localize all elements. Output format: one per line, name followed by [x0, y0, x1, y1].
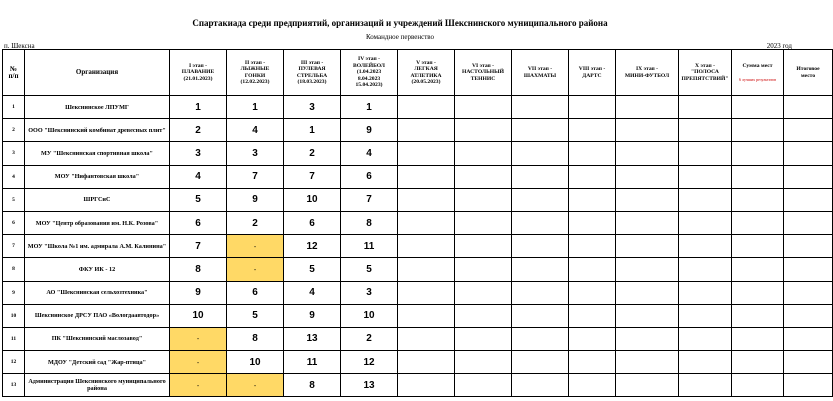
stage-3-place-cell[interactable]: 9 [284, 304, 341, 327]
final-place-cell[interactable] [784, 142, 833, 165]
sum-header-label: Сумма мест [742, 62, 773, 69]
stage-1-place-cell[interactable]: 5 [170, 188, 227, 211]
stage-6-place-cell[interactable] [455, 304, 512, 327]
table-row [3, 281, 833, 304]
final-place-cell[interactable] [784, 165, 833, 188]
stage-7-place-cell[interactable] [512, 351, 569, 374]
final-place-cell[interactable] [784, 96, 833, 119]
sum-cell[interactable] [732, 304, 784, 327]
row-number-cell[interactable]: 6 [3, 211, 25, 234]
stage-4-place-cell[interactable]: 10 [341, 304, 398, 327]
stage-7-place-cell[interactable] [512, 327, 569, 350]
stage-2-place-cell[interactable]: 9 [227, 188, 284, 211]
row-number-cell[interactable]: 4 [3, 165, 25, 188]
row-number-cell[interactable]: 13 [3, 374, 25, 397]
stage-3-place-cell[interactable]: 3 [284, 96, 341, 119]
stage-4-place-cell[interactable]: 6 [341, 165, 398, 188]
table-row [3, 258, 833, 281]
row-number-cell[interactable]: 8 [3, 258, 25, 281]
stage-2-place-cell[interactable]: 2 [227, 211, 284, 234]
col-header-organization: Организация [25, 50, 170, 96]
stage-6-place-cell[interactable] [455, 142, 512, 165]
final-place-cell[interactable] [784, 351, 833, 374]
stage-10-place-cell[interactable] [679, 96, 732, 119]
stage-3-place-cell[interactable]: 6 [284, 211, 341, 234]
stage-2-place-cell[interactable]: 7 [227, 165, 284, 188]
stage-8-place-cell[interactable] [569, 119, 616, 142]
stage-5-place-cell[interactable] [398, 96, 455, 119]
results-table-body [3, 96, 833, 397]
stage-9-place-cell[interactable] [616, 327, 679, 350]
stage-8-place-cell[interactable] [569, 327, 616, 350]
stage-6-place-cell[interactable] [455, 327, 512, 350]
stage-1-place-cell[interactable] [170, 374, 227, 397]
organization-cell[interactable]: Шекснинское ЛПУМГ [25, 96, 170, 119]
stage-6-place-cell[interactable] [455, 119, 512, 142]
stage-4-place-cell[interactable]: 9 [341, 119, 398, 142]
organization-cell[interactable]: ШРГСиС [25, 188, 170, 211]
organization-cell[interactable]: ПК "Шекснинский маслозавод" [25, 327, 170, 350]
stage-9-place-cell[interactable] [616, 304, 679, 327]
sum-cell[interactable] [732, 327, 784, 350]
final-place-cell[interactable] [784, 235, 833, 258]
year-label: 2023 год [766, 42, 792, 50]
stage-2-place-cell[interactable]: 1 [227, 96, 284, 119]
stage-3-place-cell[interactable]: 13 [284, 327, 341, 350]
stage-9-place-cell[interactable] [616, 211, 679, 234]
table-row [3, 96, 833, 119]
stage-10-place-cell[interactable] [679, 165, 732, 188]
stage-3-place-cell[interactable]: 2 [284, 142, 341, 165]
col-header-stage-9: IX этап - МИНИ-ФУТБОЛ [616, 50, 679, 96]
organization-cell[interactable]: МДОУ "Детский сад "Жар-птица" [25, 351, 170, 374]
stage-4-place-cell[interactable]: 8 [341, 211, 398, 234]
stage-1-place-cell[interactable] [170, 327, 227, 350]
organization-cell[interactable]: МОУ "Нифантовская школа" [25, 165, 170, 188]
col-header-stage-3: III этап - ПУЛЕВАЯ СТРЕЛЬБА (18.03.2023) [284, 50, 341, 96]
stage-7-place-cell[interactable] [512, 142, 569, 165]
stage-9-place-cell[interactable] [616, 188, 679, 211]
organization-cell[interactable]: МОУ "Школа №1 им. адмирала А.М. Калинина" [25, 235, 170, 258]
col-header-num: № п/п [3, 50, 25, 96]
missing-result-mark: - [196, 336, 200, 344]
stage-6-place-cell[interactable] [455, 374, 512, 397]
sum-cell[interactable] [732, 119, 784, 142]
table-row [3, 235, 833, 258]
stage-9-place-cell[interactable] [616, 165, 679, 188]
row-number-cell[interactable]: 1 [3, 96, 25, 119]
stage-8-place-cell[interactable] [569, 374, 616, 397]
stage-3-place-cell[interactable]: 4 [284, 281, 341, 304]
stage-9-place-cell[interactable] [616, 235, 679, 258]
stage-2-place-cell[interactable]: 8 [227, 327, 284, 350]
stage-5-place-cell[interactable] [398, 351, 455, 374]
stage-8-place-cell[interactable] [569, 165, 616, 188]
final-place-cell[interactable] [784, 119, 833, 142]
stage-8-place-cell[interactable] [569, 188, 616, 211]
stage-10-place-cell[interactable] [679, 211, 732, 234]
stage-4-place-cell[interactable]: 3 [341, 281, 398, 304]
col-header-stage-2: II этап - ЛЫЖНЫЕ ГОНКИ (12.02.2023) [227, 50, 284, 96]
stage-10-place-cell[interactable] [679, 258, 732, 281]
final-place-cell[interactable] [784, 374, 833, 397]
sum-cell[interactable] [732, 374, 784, 397]
stage-7-place-cell[interactable] [512, 304, 569, 327]
place-label: п. Шексна [4, 42, 35, 50]
stage-7-place-cell[interactable] [512, 211, 569, 234]
header-row [3, 50, 833, 96]
sum-cell[interactable] [732, 96, 784, 119]
stage-6-place-cell[interactable] [455, 165, 512, 188]
stage-5-place-cell[interactable] [398, 258, 455, 281]
stage-8-place-cell[interactable] [569, 281, 616, 304]
stage-9-place-cell[interactable] [616, 374, 679, 397]
stage-5-place-cell[interactable] [398, 119, 455, 142]
organization-cell[interactable]: МОУ "Центр образования им. Н.К. Розова" [25, 211, 170, 234]
organization-cell[interactable]: Шекснинское ДРСУ ПАО «Вологдаавтодор» [25, 304, 170, 327]
stage-5-place-cell[interactable] [398, 188, 455, 211]
stage-3-place-cell[interactable]: 12 [284, 235, 341, 258]
final-place-cell[interactable] [784, 258, 833, 281]
sum-cell[interactable] [732, 258, 784, 281]
final-place-cell[interactable] [784, 327, 833, 350]
row-number-cell[interactable]: 11 [3, 327, 25, 350]
stage-2-place-cell[interactable]: 3 [227, 142, 284, 165]
col-header-stage-10: X этап - "ПОЛОСА ПРЕПЯТСТВИЙ" [679, 50, 732, 96]
stage-8-place-cell[interactable] [569, 304, 616, 327]
stage-3-place-cell[interactable]: 11 [284, 351, 341, 374]
final-place-cell[interactable] [784, 188, 833, 211]
stage-10-place-cell[interactable] [679, 327, 732, 350]
table-row [3, 165, 833, 188]
stage-10-place-cell[interactable] [679, 351, 732, 374]
stage-1-place-cell[interactable]: 6 [170, 211, 227, 234]
final-place-cell[interactable] [784, 211, 833, 234]
stage-2-place-cell[interactable] [227, 374, 284, 397]
organization-cell[interactable]: Администрация Шекснинского муниципального района [25, 374, 170, 397]
document-title: Спартакиада среди предприятий, организаций и учреждений Шекснинского муниципального района [192, 18, 608, 28]
table-row [3, 211, 833, 234]
stage-7-place-cell[interactable] [512, 258, 569, 281]
stage-6-place-cell[interactable] [455, 351, 512, 374]
stage-1-place-cell[interactable]: 7 [170, 235, 227, 258]
stage-2-place-cell[interactable]: 5 [227, 304, 284, 327]
table-row [3, 351, 833, 374]
stage-1-place-cell[interactable] [170, 351, 227, 374]
col-header-final-place: Итоговое место [784, 50, 833, 96]
stage-4-place-cell[interactable]: 7 [341, 188, 398, 211]
stage-6-place-cell[interactable] [455, 96, 512, 119]
final-place-cell[interactable] [784, 281, 833, 304]
col-header-stage-7: VII этап - ШАХМАТЫ [512, 50, 569, 96]
stage-5-place-cell[interactable] [398, 327, 455, 350]
stage-5-place-cell[interactable] [398, 235, 455, 258]
col-header-stage-5: V этап - ЛЕГКАЯ АТЛЕТИКА (20.05.2023) [398, 50, 455, 96]
organization-cell[interactable]: ООО "Шекснинский комбинат древесных плит" [25, 119, 170, 142]
organization-cell[interactable]: АО "Шекснинская сельхозтехника" [25, 281, 170, 304]
stage-2-place-cell[interactable]: 10 [227, 351, 284, 374]
stage-5-place-cell[interactable] [398, 211, 455, 234]
stage-8-place-cell[interactable] [569, 235, 616, 258]
stage-7-place-cell[interactable] [512, 188, 569, 211]
stage-1-place-cell[interactable]: 3 [170, 142, 227, 165]
row-number-cell[interactable]: 10 [3, 304, 25, 327]
missing-result-mark: - [253, 266, 257, 274]
row-number-cell[interactable]: 2 [3, 119, 25, 142]
missing-result-mark: - [196, 359, 200, 367]
organization-cell[interactable]: МУ "Шекснинская спортивная школа" [25, 142, 170, 165]
stage-3-place-cell[interactable]: 8 [284, 374, 341, 397]
stage-5-place-cell[interactable] [398, 142, 455, 165]
stage-10-place-cell[interactable] [679, 281, 732, 304]
document-subtitle: Командное первенство [365, 33, 435, 41]
row-number-cell[interactable]: 5 [3, 188, 25, 211]
sum-header-note: 6 лучших результатов [738, 77, 777, 83]
stage-8-place-cell[interactable] [569, 96, 616, 119]
missing-result-mark: - [253, 243, 257, 251]
stage-6-place-cell[interactable] [455, 281, 512, 304]
stage-10-place-cell[interactable] [679, 119, 732, 142]
table-row [3, 327, 833, 350]
stage-3-place-cell[interactable]: 7 [284, 165, 341, 188]
stage-7-place-cell[interactable] [512, 374, 569, 397]
stage-7-place-cell[interactable] [512, 119, 569, 142]
sum-cell[interactable] [732, 281, 784, 304]
table-row [3, 188, 833, 211]
stage-4-place-cell[interactable]: 13 [341, 374, 398, 397]
stage-5-place-cell[interactable] [398, 374, 455, 397]
sum-cell[interactable] [732, 235, 784, 258]
stage-10-place-cell[interactable] [679, 142, 732, 165]
stage-4-place-cell[interactable]: 12 [341, 351, 398, 374]
stage-5-place-cell[interactable] [398, 165, 455, 188]
row-number-cell[interactable]: 9 [3, 281, 25, 304]
stage-6-place-cell[interactable] [455, 258, 512, 281]
stage-6-place-cell[interactable] [455, 211, 512, 234]
stage-3-place-cell[interactable]: 5 [284, 258, 341, 281]
stage-2-place-cell[interactable]: 4 [227, 119, 284, 142]
sum-cell[interactable] [732, 188, 784, 211]
stage-8-place-cell[interactable] [569, 142, 616, 165]
stage-9-place-cell[interactable] [616, 96, 679, 119]
stage-7-place-cell[interactable] [512, 235, 569, 258]
stage-8-place-cell[interactable] [569, 351, 616, 374]
stage-8-place-cell[interactable] [569, 258, 616, 281]
stage-4-place-cell[interactable]: 4 [341, 142, 398, 165]
stage-10-place-cell[interactable] [679, 188, 732, 211]
stage-7-place-cell[interactable] [512, 96, 569, 119]
stage-9-place-cell[interactable] [616, 258, 679, 281]
final-place-cell[interactable] [784, 304, 833, 327]
stage-4-place-cell[interactable]: 1 [341, 96, 398, 119]
stage-5-place-cell[interactable] [398, 281, 455, 304]
missing-result-mark: - [196, 382, 200, 390]
stage-3-place-cell[interactable]: 10 [284, 188, 341, 211]
col-header-stage-6: VI этап - НАСТОЛЬНЫЙ ТЕННИС [455, 50, 512, 96]
table-row [3, 142, 833, 165]
stage-8-place-cell[interactable] [569, 211, 616, 234]
missing-result-mark: - [253, 382, 257, 390]
col-header-stage-1: I этап - ПЛАВАНИЕ (21.01.2023) [170, 50, 227, 96]
stage-5-place-cell[interactable] [398, 304, 455, 327]
stage-1-place-cell[interactable]: 10 [170, 304, 227, 327]
row-number-cell[interactable]: 12 [3, 351, 25, 374]
stage-1-place-cell[interactable]: 9 [170, 281, 227, 304]
stage-9-place-cell[interactable] [616, 119, 679, 142]
col-header-stage-8: VIII этап - ДАРТС [569, 50, 616, 96]
sum-cell[interactable] [732, 142, 784, 165]
organization-cell[interactable]: ФКУ ИК - 12 [25, 258, 170, 281]
col-header-sum [732, 50, 784, 96]
stage-10-place-cell[interactable] [679, 235, 732, 258]
row-number-cell[interactable]: 3 [3, 142, 25, 165]
row-number-cell[interactable]: 7 [3, 235, 25, 258]
stage-1-place-cell[interactable]: 2 [170, 119, 227, 142]
stage-2-place-cell[interactable] [227, 258, 284, 281]
stage-1-place-cell[interactable]: 4 [170, 165, 227, 188]
results-table [2, 49, 833, 397]
stage-6-place-cell[interactable] [455, 235, 512, 258]
stage-2-place-cell[interactable] [227, 235, 284, 258]
stage-1-place-cell[interactable]: 1 [170, 96, 227, 119]
stage-9-place-cell[interactable] [616, 142, 679, 165]
sum-cell[interactable] [732, 165, 784, 188]
stage-9-place-cell[interactable] [616, 351, 679, 374]
table-row [3, 304, 833, 327]
stage-1-place-cell[interactable]: 8 [170, 258, 227, 281]
sum-cell[interactable] [732, 211, 784, 234]
stage-7-place-cell[interactable] [512, 165, 569, 188]
stage-10-place-cell[interactable] [679, 374, 732, 397]
table-row [3, 374, 833, 397]
col-header-stage-4: IV этап - ВОЛЕЙБОЛ (1.04.2023 8.04.2023 15.04.2023) [341, 50, 398, 96]
stage-7-place-cell[interactable] [512, 281, 569, 304]
stage-9-place-cell[interactable] [616, 281, 679, 304]
stage-2-place-cell[interactable]: 6 [227, 281, 284, 304]
stage-6-place-cell[interactable] [455, 188, 512, 211]
stage-4-place-cell[interactable]: 2 [341, 327, 398, 350]
stage-10-place-cell[interactable] [679, 304, 732, 327]
stage-4-place-cell[interactable]: 5 [341, 258, 398, 281]
table-row [3, 119, 833, 142]
stage-3-place-cell[interactable]: 1 [284, 119, 341, 142]
stage-4-place-cell[interactable]: 11 [341, 235, 398, 258]
sum-cell[interactable] [732, 351, 784, 374]
